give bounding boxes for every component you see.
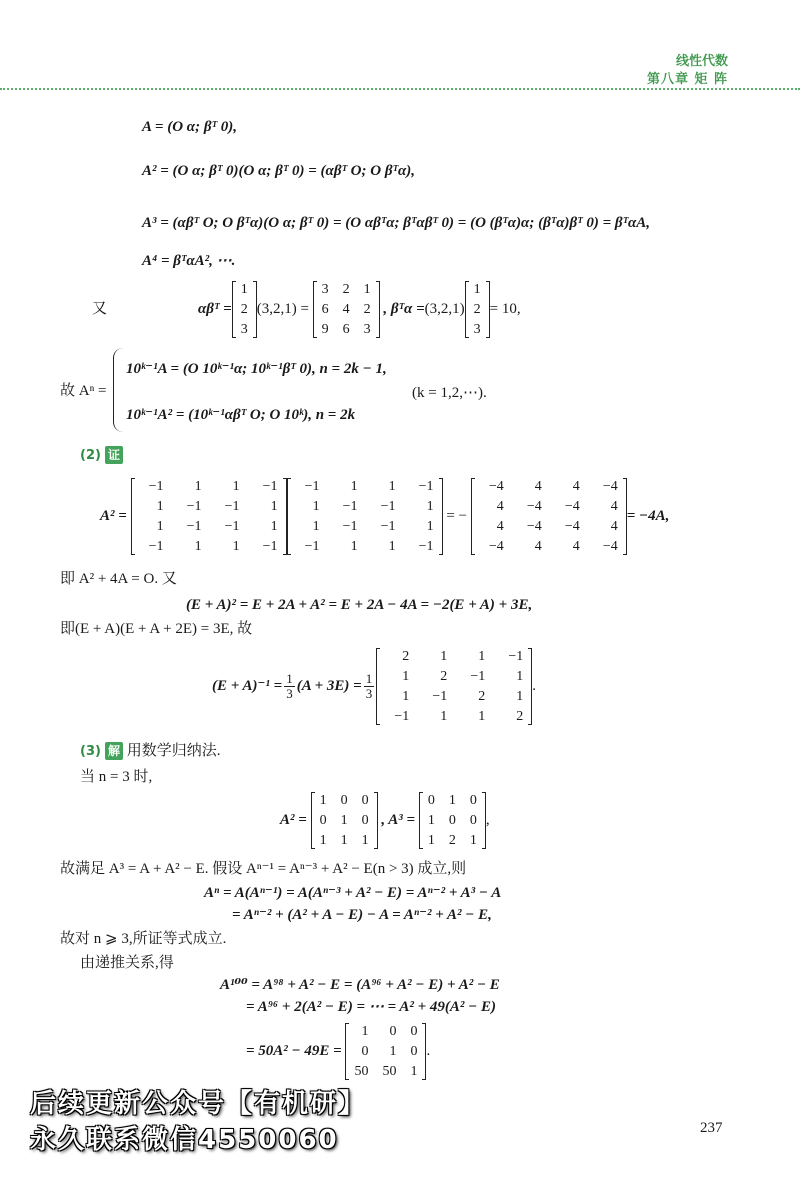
matrix-entry: 0	[448, 812, 456, 828]
matrix-entry: −4	[526, 518, 542, 534]
matrix-a-1	[131, 478, 287, 555]
header-chapter: 第八章 矩 阵	[646, 72, 728, 87]
matrix-entry: 6	[342, 321, 350, 337]
matrix-entry: −1	[342, 518, 358, 534]
col-vector-2	[465, 281, 490, 338]
matrix-entry: −1	[418, 478, 434, 494]
col-vector	[232, 281, 257, 338]
watermark-line2: 永久联系微信4550060	[30, 1125, 339, 1155]
matrix-entry: 1	[440, 708, 448, 724]
matrix-entry: −1	[432, 688, 448, 704]
matrix-final	[345, 1023, 426, 1080]
matrix-entry: 1	[340, 832, 348, 848]
matrix-entry: 1	[402, 688, 410, 704]
line-ji: 即 A² + 4A = O. 又	[60, 571, 177, 587]
matrix-entry: −4	[602, 538, 618, 554]
matrix-entry: 0	[469, 792, 477, 808]
matrix-entry: −1	[394, 708, 410, 724]
matrix-entry: 4	[534, 478, 542, 494]
matrix-entry: 1	[478, 708, 486, 724]
matrix-entry: 1	[156, 498, 164, 514]
matrix-a-2	[287, 478, 443, 555]
inverse-matrix	[376, 648, 532, 725]
matrix-entry: 2	[478, 688, 486, 704]
matrix-entry: 1	[410, 1063, 418, 1079]
vector-entry: 3	[240, 321, 248, 337]
matrix-entry: −1	[304, 538, 320, 554]
a2-a3-matrices: A² = 1 0 0 0 1 0 1 1 1 , A³ = 0 1 0 1 0 0 1 2 1 ,	[280, 792, 490, 848]
matrix-entry: 0	[410, 1043, 418, 1059]
row-vector-2: (3,2,1)	[424, 301, 465, 317]
matrix-entry: 1	[156, 518, 164, 534]
inverse-eq: (E + A)⁻¹ = $\frac{1}{3}$ (A + 3E) = $\frac{1}{3}$ 2 1 1 −1 1 2 −1 1 1 −1 2 1 −1 1 1 2 .	[212, 648, 536, 724]
matrix-entry: 1	[194, 538, 202, 554]
matrix-entry: 2	[402, 648, 410, 664]
matrix-entry: 1	[426, 498, 434, 514]
when-n3: 当 n = 3 时,	[80, 769, 153, 785]
line-a100-1: A¹⁰⁰ = A⁹⁸ + A² − E = (A⁹⁶ + A² − E) + A² − E	[220, 977, 500, 993]
matrix-entry: 1	[478, 648, 486, 664]
matrix-entry: 1	[426, 518, 434, 534]
matrix-entry: 1	[516, 688, 524, 704]
matrix-entry: 0	[410, 1023, 418, 1039]
matrix-entry: 4	[572, 478, 580, 494]
matrix-entry: −1	[224, 518, 240, 534]
line-a100-2: = A⁹⁶ + 2(A² − E) = ⋯ = A² + 49(A² − E)	[246, 999, 496, 1015]
matrix-entry: 0	[340, 792, 348, 808]
matrix-entry: 9	[321, 321, 329, 337]
matrix-a3	[419, 792, 486, 849]
matrix-entry: 2	[342, 281, 350, 297]
matrix-entry: 50	[382, 1063, 397, 1079]
matrix-entry: 2	[363, 301, 371, 317]
matrix-entry: −1	[262, 538, 278, 554]
matrix-entry: 1	[440, 648, 448, 664]
line-gudui: 故对 n ⩾ 3,所证等式成立.	[60, 931, 227, 947]
matrix-entry: −1	[148, 478, 164, 494]
matrix-entry: −1	[380, 498, 396, 514]
row-vector: (3,2,1)	[256, 301, 297, 317]
matrix-entry: 1	[516, 668, 524, 684]
matrix-entry: 1	[232, 538, 240, 554]
matrix-entry: −1	[418, 538, 434, 554]
matrix-entry: 4	[572, 538, 580, 554]
matrix-entry: −4	[526, 498, 542, 514]
matrix-entry: −4	[488, 538, 504, 554]
fraction-one-third-2: $\frac{1}{3}$	[365, 670, 373, 701]
part3-label: (3) 解 用数学归纳法.	[80, 743, 221, 759]
matrix-entry: 1	[270, 518, 278, 534]
eq-a-fourth: A⁴ = βᵀαA², ⋯.	[142, 253, 236, 269]
matrix-entry: −1	[380, 518, 396, 534]
matrix-entry: 1	[232, 478, 240, 494]
matrix-entry: 4	[610, 518, 618, 534]
eq-minus4a: = −4A,	[626, 508, 670, 524]
outer-product-eq: αβᵀ = 1 2 3 (3,2,1) = 3 2 1 6 4 2 9 6 3 , βᵀα = (3,2,1) 1 2 3 = 10,	[198, 281, 521, 337]
eq-a-squared: A² = (O α; βᵀ 0)(O α; βᵀ 0) = (αβᵀ O; O βᵀα),	[142, 163, 415, 179]
proof-tag: 证	[105, 446, 123, 464]
matrix-entry: 1	[361, 832, 369, 848]
matrix-entry: 1	[270, 498, 278, 514]
page-number: 237	[700, 1120, 723, 1136]
matrix-entry: 1	[194, 478, 202, 494]
matrix-entry: −1	[470, 668, 486, 684]
matrix-entry: 2	[440, 668, 448, 684]
matrix-entry: 0	[469, 812, 477, 828]
matrix-entry: −4	[564, 518, 580, 534]
matrix-entry: −1	[186, 498, 202, 514]
matrix-entry: −4	[602, 478, 618, 494]
vector-entry: 1	[473, 281, 481, 297]
line-ea-squared: (E + A)² = E + 2A + A² = E + 2A − 4A = −2(E + A) + 3E,	[186, 597, 533, 613]
matrix-entry: −4	[564, 498, 580, 514]
matrix-entry: −1	[262, 478, 278, 494]
matrix-entry: 1	[312, 498, 320, 514]
induction-intro: 用数学归纳法.	[126, 743, 221, 759]
matrix-entry: −1	[186, 518, 202, 534]
matrix-entry: 4	[610, 498, 618, 514]
outer-matrix	[313, 281, 380, 338]
matrix-entry: 0	[319, 812, 327, 828]
matrix-a2	[311, 792, 378, 849]
alpha-beta-t: αβᵀ =	[198, 301, 232, 317]
matrix-entry: 1	[319, 832, 327, 848]
gu-prefix: 故 Aⁿ =	[60, 383, 107, 399]
matrix-entry: 50	[354, 1063, 369, 1079]
part2-label: (2) 证	[80, 446, 123, 465]
matrix-entry: 1	[448, 792, 456, 808]
matrix-entry: 1	[361, 1023, 369, 1039]
line-an-1: Aⁿ = A(Aⁿ⁻¹) = A(Aⁿ⁻³ + A² − E) = Aⁿ⁻² + A³ − A	[204, 885, 502, 901]
matrix-entry: −4	[488, 478, 504, 494]
matrix-entry: 1	[427, 812, 435, 828]
matrix-entry: 1	[312, 518, 320, 534]
matrix-entry: 1	[319, 792, 327, 808]
matrix-entry: 1	[389, 1043, 397, 1059]
matrix-entry: 1	[363, 281, 371, 297]
fraction-one-third: $\frac{1}{3}$	[286, 670, 293, 701]
matrix-four	[471, 478, 627, 555]
case-even: 10ᵏ⁻¹A² = (10ᵏ⁻¹αβᵀ O; O 10ᵏ), n = 2k	[126, 407, 356, 423]
matrix-entry: −1	[148, 538, 164, 554]
solution-tag: 解	[105, 742, 123, 760]
case-odd: 10ᵏ⁻¹A = (O 10ᵏ⁻¹α; 10ᵏ⁻¹βᵀ 0), n = 2k − 1,	[126, 361, 387, 377]
k-range: (k = 1,2,⋯).	[412, 385, 487, 401]
matrix-entry: 0	[361, 1043, 369, 1059]
matrix-entry: 0	[361, 792, 369, 808]
matrix-entry: 1	[469, 832, 477, 848]
a-squared-matrix-eq: A² = −1 1 1 −1 1 −1 −1 1 1 −1 −1 1 −1 1 1 −1 −1 1 1 −1 1 −1 −1 1 1 −1 −1 1 −1 1 1 −1 = − −4 4 4 −4 4 −4 −4 4 4 −4 −4 4 −4 4 4 −4 = −4A,	[100, 478, 670, 554]
line-recursion: 由递推关系,得	[80, 955, 174, 971]
matrix-entry: −1	[342, 498, 358, 514]
matrix-entry: 1	[350, 478, 358, 494]
line-an-2: = Aⁿ⁻² + (A² + A − E) − A = Aⁿ⁻² + A² − E,	[232, 907, 492, 923]
vector-entry: 3	[473, 321, 481, 337]
matrix-entry: 0	[361, 812, 369, 828]
header-subject: 线性代数	[675, 54, 728, 69]
inner-result: = 10,	[489, 301, 521, 317]
word-you: 又	[92, 301, 108, 317]
matrix-entry: 6	[321, 301, 329, 317]
vector-entry: 2	[240, 301, 248, 317]
matrix-entry: 3	[363, 321, 371, 337]
final-eq: = 50A² − 49E = 1 0 0 0 1 0 50 50 1 .	[246, 1023, 431, 1079]
eq-a-block: A = (O α; βᵀ 0),	[142, 119, 237, 135]
vector-entry: 1	[240, 281, 248, 297]
matrix-entry: 1	[402, 668, 410, 684]
matrix-entry: 4	[534, 538, 542, 554]
header-divider	[0, 88, 800, 90]
matrix-entry: 4	[496, 518, 504, 534]
matrix-entry: −1	[304, 478, 320, 494]
matrix-entry: 3	[321, 281, 329, 297]
matrix-entry: 0	[389, 1023, 397, 1039]
line-ji2: 即(E + A)(E + A + 2E) = 3E, 故	[60, 621, 253, 637]
matrix-entry: 1	[388, 478, 396, 494]
matrix-entry: 4	[342, 301, 350, 317]
case-brace	[113, 348, 125, 432]
matrix-entry: 2	[448, 832, 456, 848]
matrix-entry: 4	[496, 498, 504, 514]
matrix-entry: 1	[350, 538, 358, 554]
line-guman: 故满足 A³ = A + A² − E. 假设 Aⁿ⁻¹ = Aⁿ⁻³ + A² − E(n > 3) 成立,则	[60, 861, 467, 877]
matrix-entry: 0	[427, 792, 435, 808]
matrix-entry: 1	[427, 832, 435, 848]
matrix-entry: −1	[508, 648, 524, 664]
matrix-entry: 1	[340, 812, 348, 828]
watermark-line1: 后续更新公众号【有机研】	[30, 1089, 367, 1119]
vector-entry: 2	[473, 301, 481, 317]
matrix-entry: 2	[516, 708, 524, 724]
eq-a-cubed: A³ = (αβᵀ O; O βᵀα)(O α; βᵀ 0) = (O αβᵀα; βᵀαβᵀ 0) = (O (βᵀα)α; (βᵀα)βᵀ 0) = βᵀαA,	[142, 215, 651, 231]
matrix-entry: 1	[388, 538, 396, 554]
matrix-entry: −1	[224, 498, 240, 514]
